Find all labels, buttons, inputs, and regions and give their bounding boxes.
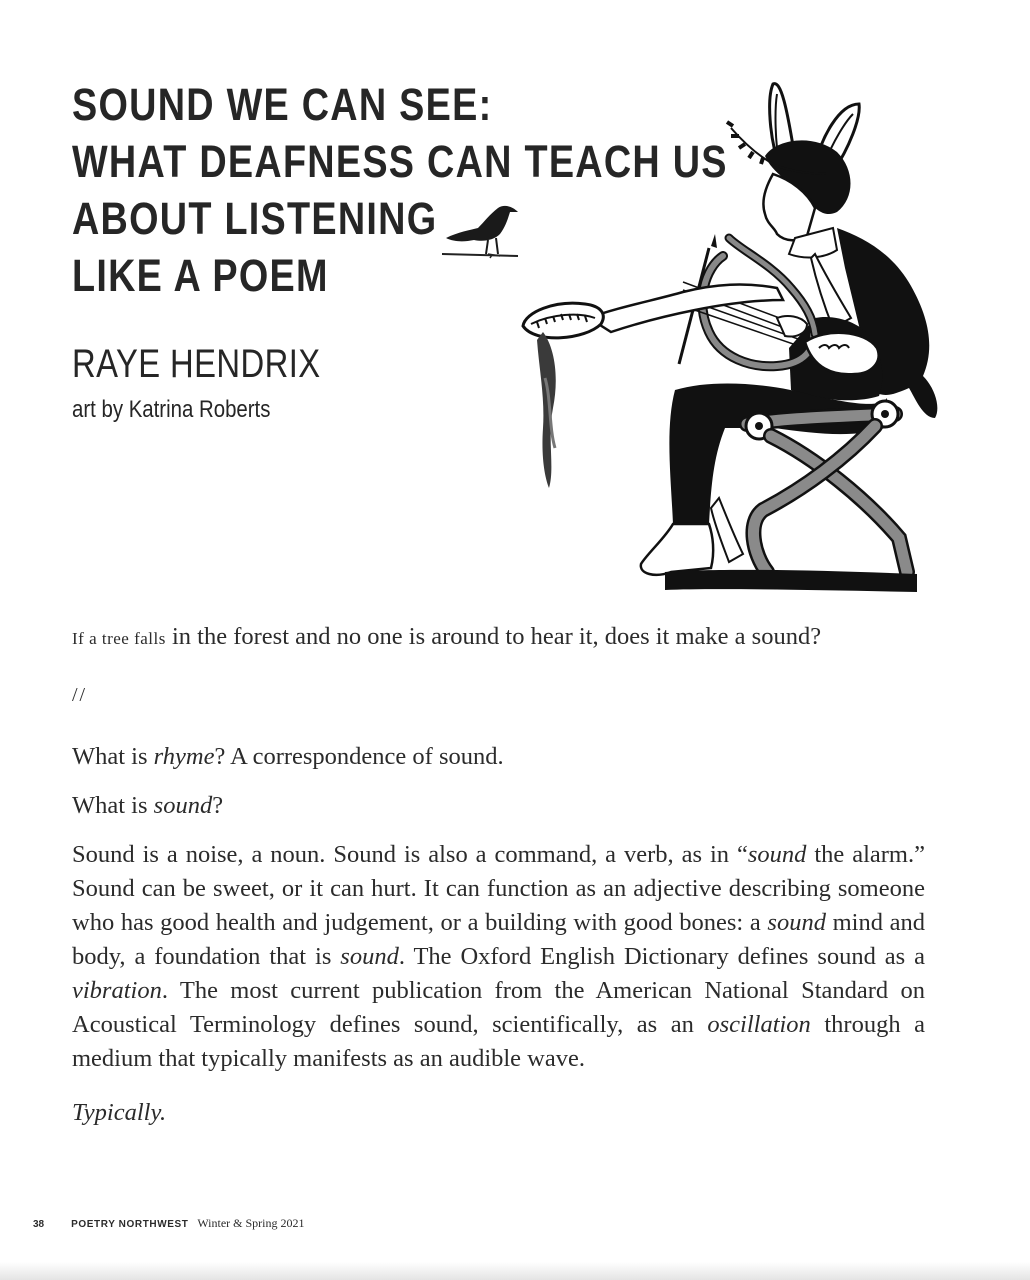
text-run: ?: [212, 792, 224, 819]
italic-word: vibration: [72, 977, 162, 1004]
italic-word: rhyme: [153, 743, 215, 770]
title-line: ABOUT LISTENING: [72, 193, 438, 244]
italic-word: sound: [747, 841, 807, 868]
text-run: What is: [72, 792, 154, 819]
text-run: . The Oxford English Dictionary defines sound as a: [398, 943, 925, 970]
page-edge-shadow: [0, 1262, 1030, 1280]
text-run: mind and body, a foundation that is: [72, 909, 925, 970]
italic-word: oscillation: [707, 1011, 811, 1038]
text-run: . The most current publication from the American National Standard on Acoustical Terminology defines sound, scientifically, as an: [72, 977, 925, 1038]
opening-line: [72, 620, 925, 656]
page-footer: [33, 1216, 305, 1231]
text-run: What is: [72, 743, 154, 770]
figure-with-lyre-illustration: [515, 78, 945, 598]
author-name: RAYE HENDRIX: [72, 342, 321, 386]
title-line: WHAT DEAFNESS CAN TEACH US: [72, 136, 728, 187]
closing-line: Typically.: [72, 1099, 167, 1126]
italic-word: sound: [767, 909, 826, 936]
text-run: Sound is a noise, a noun. Sound is also a command, a verb, as in “: [72, 841, 748, 868]
rhyme-paragraph: [72, 740, 925, 774]
opening-rest: in the forest and no one is around to hear it, does it make a sound?: [165, 623, 822, 650]
crow-on-branch-icon: [440, 200, 524, 262]
title-line: LIKE A POEM: [72, 250, 329, 301]
article-body: [72, 620, 925, 1130]
italic-word: sound: [340, 943, 399, 970]
text-run: through a medium that typically manifests as an audible wave.: [72, 1011, 925, 1072]
page-number: 38: [33, 1219, 45, 1230]
issue-label: Winter & Spring 2021: [197, 1216, 305, 1230]
title-line: SOUND WE CAN SEE:: [72, 79, 493, 130]
section-separator: //: [72, 684, 88, 706]
art-credit: art by Katrina Roberts: [72, 396, 271, 423]
opening-smallcaps: If a tree falls: [72, 629, 166, 648]
text-run: the alarm.” Sound can be sweet, or it can hurt. It can function as an adjective describing someone who has good health and judgement, or a building with good bones: a: [72, 841, 925, 936]
magazine-name: POETRY NORTHWEST: [71, 1219, 189, 1230]
sound-question: [72, 789, 925, 823]
definition-paragraph: [72, 838, 925, 1076]
text-run: ? A correspondence of sound.: [214, 743, 504, 770]
italic-word: sound: [153, 792, 213, 819]
